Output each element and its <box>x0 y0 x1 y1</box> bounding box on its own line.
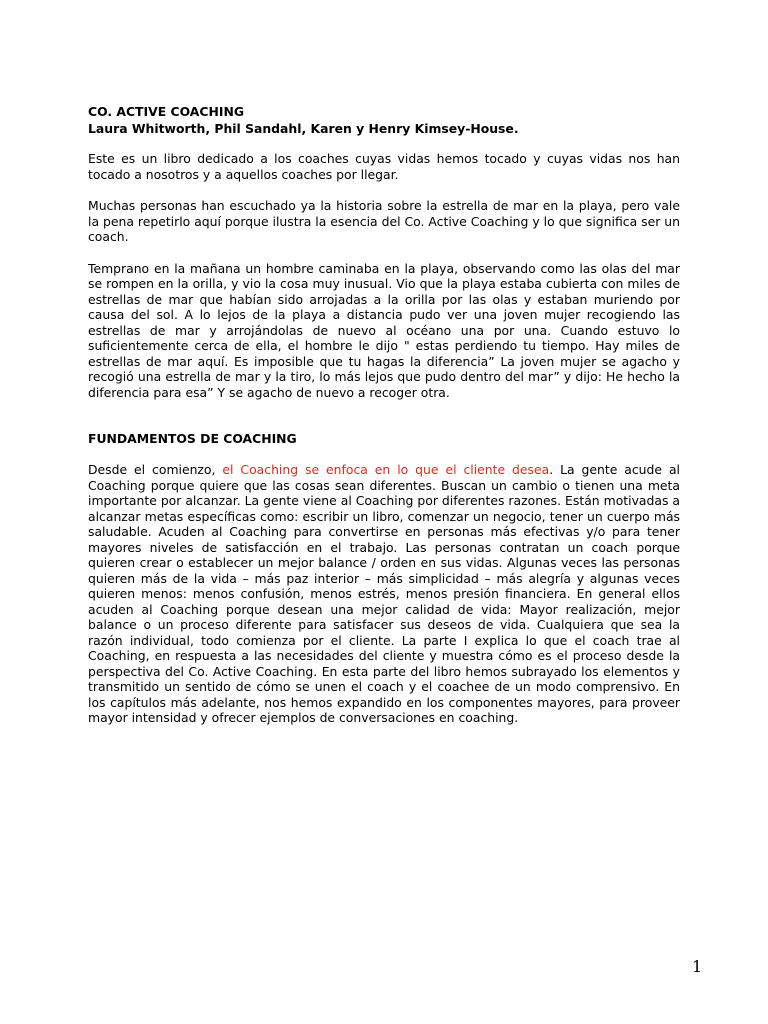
spacer <box>88 245 680 261</box>
document-title: CO. ACTIVE COACHING <box>88 104 244 119</box>
spacer <box>88 182 680 198</box>
document-page <box>88 103 680 726</box>
document-authors: Laura Whitworth, Phil Sandahl, Karen y Henry Kimsey-House. <box>88 121 519 136</box>
paragraph-dedication: Este es un libro dedicado a los coaches cuyas vidas hemos tocado y cuyas vidas nos han tocado a nosotros y a aquellos coaches por llegar. <box>88 151 680 182</box>
paragraph-starfish-story: Temprano en la mañana un hombre caminaba en la playa, observando como las olas del mar se rompen en la orilla, y vio la cosa muy inusual. Vio que la playa estaba cubierta con miles de estrellas de mar que habían sido arrojadas a la orilla por las olas y estaban muriendo por causa del sol. A lo lejos de la playa a distancia pudo ver una joven mujer recogiendo las estrellas de mar y arrojándolas de nuevo al océano una por una. Cuando estuvo lo suficientemente cerca de ella, el hombre le dijo " estas perdiendo tu tiempo. Hay miles de estrellas de mar aquí. Es imposible que tu hagas la diferencia” La joven mujer se agacho y recogió una estrella de mar y la tiro, lo más lejos que pudo dentro del mar” y dijo: He hecho la diferencia para esa” Y se agacho de nuevo a recoger otra. <box>88 260 680 400</box>
fundamentos-intro: Desde el comienzo, <box>88 462 216 477</box>
paragraph-fundamentos <box>88 462 680 726</box>
page-number: 1 <box>692 957 703 976</box>
spacer <box>88 137 680 151</box>
fundamentos-body: . La gente acude al Coaching porque quiere que las cosas sean diferentes. Buscan un cambio o tienen una meta importante por alcanzar. La gente viene al Coaching por diferentes razones. Están motivadas a alcanzar metas específicas como: escribir un libro, comenzar un negocio, tener un cuerpo más saludable. Acuden al Coaching para convertirse en personas más efectivas y/o para tener mayores niveles de satisfacción en el trabajo. Las personas contratan un coach porque quieren crear o establecer un mejor balance / orden en sus vidas. Algunas veces las personas quieren más de la vida – más paz interior – más simplicidad – más alegría y algunas veces quieren menos: menos confusión, menos estrés, menos presión financiera. En general ellos acuden al Coaching porque desean una mejor calidad de vida: Mayor realización, mejor balance o un proceso diferente para satisfacer sus deseos de vida. Cualquiera que sea la razón individual, todo comienza por el cliente. La parte I explica lo que el coach trae al Coaching, en respuesta a las necesidades del cliente y muestra cómo es el proceso desde la perspectiva del Co. Active Coaching. En esta parte del libro hemos subrayado los elementos y transmitido un sentido de cómo se unen el coach y el coachee de un modo comprensivo. En los capítulos más adelante, nos hemos expandido en los componentes mayores, para proveer mayor intensidad y ofrecer ejemplos de conversaciones en coaching. <box>88 462 680 725</box>
fundamentos-highlight: el Coaching se enfoca en lo que el cliente desea <box>222 462 550 477</box>
section-heading-fundamentos: FUNDAMENTOS DE COACHING <box>88 431 297 446</box>
paragraph-starfish-intro: Muchas personas han escuchado ya la historia sobre la estrella de mar en la playa, pero vale la pena repetirlo aquí porque ilustra la esencia del Co. Active Coaching y lo que significa ser un coach. <box>88 198 680 244</box>
spacer <box>88 400 680 430</box>
spacer <box>88 447 680 462</box>
